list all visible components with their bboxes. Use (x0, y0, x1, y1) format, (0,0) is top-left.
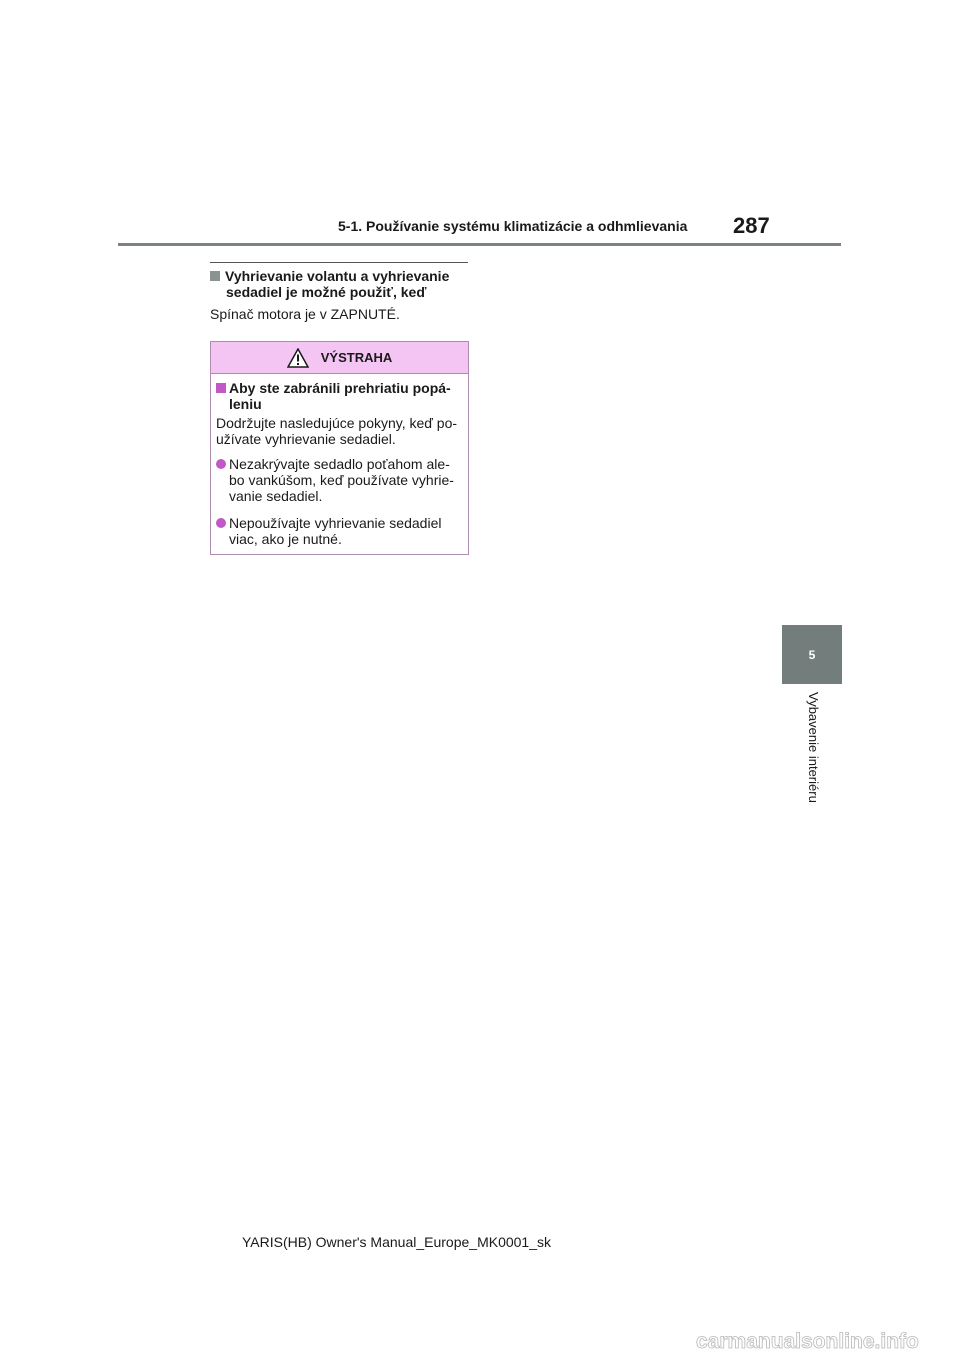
warning-bullet-item (216, 456, 466, 504)
bullet-line: Nepoužívajte vyhrievanie sedadiel (229, 515, 442, 531)
warning-header (211, 342, 468, 374)
bullet-line: Nezakrývajte sedadlo poťahom ale- (229, 456, 450, 472)
header-section-title: 5-1. Používanie systému klimatizácie a odhmlievania (338, 218, 688, 234)
chapter-tab (782, 625, 842, 684)
warning-subheading-line1: Aby ste zabránili prehriatiu popá- (229, 380, 451, 396)
section-heading-line1: Vyhrievanie volantu a vyhrievanie (225, 268, 450, 284)
chapter-label: Vybavenie interiéru (806, 692, 821, 803)
round-bullet-icon (216, 459, 226, 469)
warning-paragraph-line1: Dodržujte nasledujúce pokyny, keď po- (216, 415, 458, 431)
warning-paragraph (216, 415, 466, 447)
watermark-text: carmanualsonline.info (696, 1330, 919, 1353)
warning-box (210, 341, 469, 555)
warning-subheading-line2: leniu (229, 396, 262, 412)
bullet-line: vanie sedadiel. (229, 488, 323, 504)
square-bullet-icon (216, 383, 226, 393)
square-bullet-icon (210, 271, 220, 281)
warning-subheading (216, 380, 464, 412)
section-heading (210, 268, 468, 300)
section-divider (210, 262, 468, 263)
round-bullet-icon (216, 518, 226, 528)
warning-triangle-icon (287, 348, 309, 368)
section-body: Spínač motora je v ZAPNUTÉ. (210, 306, 400, 322)
warning-bullet-item (216, 515, 466, 547)
header-divider (118, 243, 841, 246)
section-heading-line2: sedadiel je možné použiť, keď (226, 284, 427, 300)
warning-title: VÝSTRAHA (320, 350, 393, 365)
bullet-line: bo vankúšom, keď používate vyhrie- (229, 472, 454, 488)
warning-paragraph-line2: užívate vyhrievanie sedadiel. (216, 431, 396, 447)
bullet-line: viac, ako je nutné. (229, 531, 342, 547)
watermark-logo (694, 1328, 956, 1354)
page-number: 287 (733, 213, 770, 238)
chapter-number: 5 (808, 647, 816, 662)
footer-text: YARIS(HB) Owner's Manual_Europe_MK0001_sk (242, 1234, 551, 1250)
